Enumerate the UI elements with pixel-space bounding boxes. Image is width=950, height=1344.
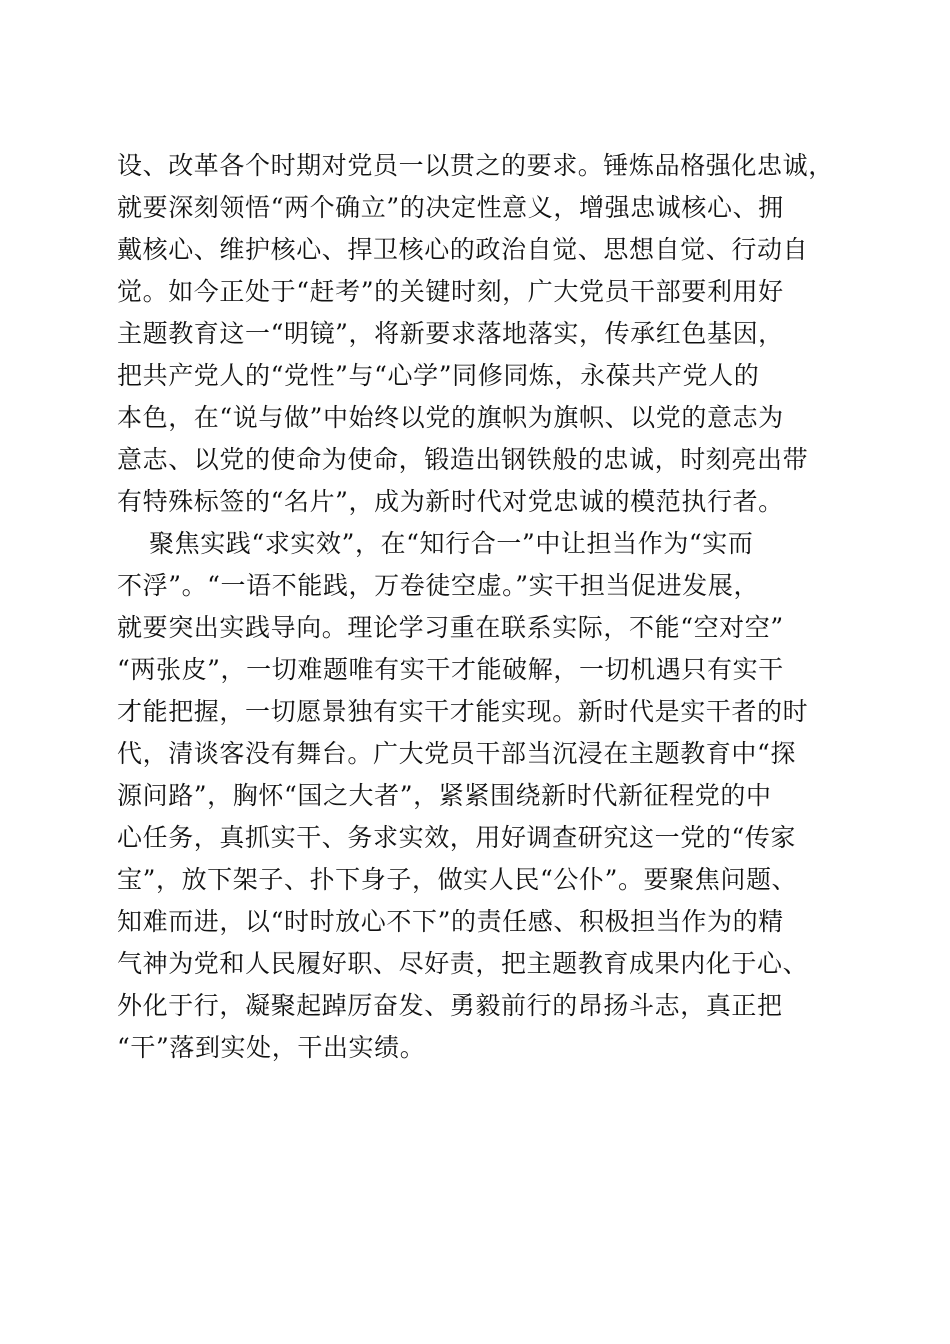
text-line: 就要深刻领悟“两个确立”的决定性意义，增强忠诚核心、拥 (117, 193, 784, 222)
text-line: 不浮”。“一语不能践，万卷徒空虚。”实干担当促进发展， (117, 571, 760, 600)
text-line: 主题教育这一“明镜”，将新要求落地落实，传承红色基因， (117, 319, 784, 348)
text-line: 觉。如今正处于“赶考”的关键时刻，广大党员干部要利用好 (117, 277, 784, 306)
text-line: 有特殊标签的“名片”，成为新时代对党忠诚的模范执行者。 (117, 487, 784, 516)
text-line: 外化于行，凝聚起踔厉奋发、勇毅前行的昂扬斗志，真正把 (117, 991, 783, 1020)
text-line: 本色，在“说与做”中始终以党的旗帜为旗帜、以党的意志为 (117, 403, 784, 432)
paragraph-start-line: 聚焦实践“求实效”，在“知行合一”中让担当作为“实而 (149, 529, 754, 558)
text-line: 知难而进，以“时时放心不下”的责任感、积极担当作为的精 (117, 907, 784, 936)
text-line: “两张皮”，一切难题唯有实干才能破解，一切机遇只有实干 (117, 655, 784, 684)
text-line: 把共产党人的“党性”与“心学”同修同炼，永葆共产党人的 (117, 361, 760, 390)
text-line: 设、改革各个时期对党员一以贯之的要求。锤炼品格强化忠诚， (117, 151, 834, 180)
text-line: “干”落到实处，干出实绩。 (117, 1033, 426, 1062)
text-line: 代，清谈客没有舞台。广大党员干部当沉浸在主题教育中“探 (117, 739, 796, 768)
text-line: 宝”，放下架子、扑下身子，做实人民“公仆”。要聚焦问题、 (117, 865, 798, 894)
text-line: 戴核心、维护核心、捍卫核心的政治自觉、思想自觉、行动自 (117, 235, 809, 264)
text-line: 就要突出实践导向。理论学习重在联系实际，不能“空对空” (117, 613, 784, 642)
body-text (117, 145, 837, 1069)
text-line: 心任务，真抓实干、务求实效，用好调查研究这一党的“传家 (117, 823, 796, 852)
text-line: 气神为党和人民履好职、尽好责，把主题教育成果内化于心、 (117, 949, 809, 978)
text-line: 源问路”，胸怀“国之大者”，紧紧围绕新时代新征程党的中 (117, 781, 772, 810)
text-line: 意志、以党的使命为使命，锻造出钢铁般的忠诚，时刻亮出带 (117, 445, 809, 474)
text-line: 才能把握，一切愿景独有实干才能实现。新时代是实干者的时 (117, 697, 809, 726)
